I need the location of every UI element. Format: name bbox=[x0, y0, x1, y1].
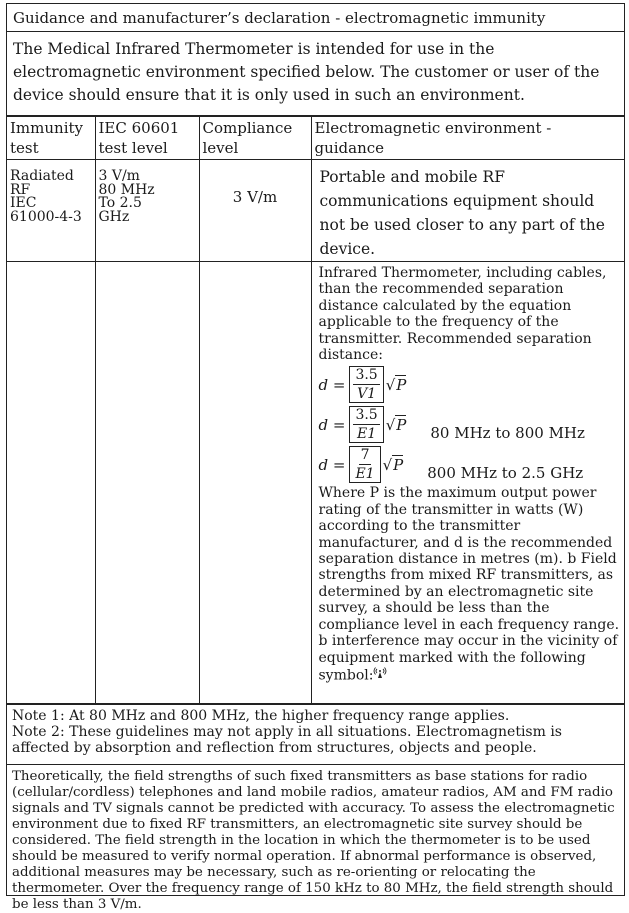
bracket bbox=[349, 406, 383, 443]
fraction-denominator: E1 bbox=[357, 426, 377, 443]
formula-2 bbox=[319, 406, 622, 443]
formula-lhs: d = bbox=[318, 455, 346, 474]
test-line: 61000-4-3 bbox=[10, 208, 82, 225]
fraction-numerator: 7 bbox=[360, 447, 370, 464]
test-line: Radiated bbox=[10, 168, 74, 184]
sqrt-term: √P bbox=[385, 415, 407, 434]
note-2: Note 2: These guidelines may not apply in all situations. Electromagnetism is affected by absorption and reflection from structures, objects and people. bbox=[12, 724, 562, 756]
level-line: GHz bbox=[98, 208, 130, 225]
sqrt-term: √P bbox=[385, 375, 407, 394]
notes-section bbox=[7, 704, 624, 764]
guidance-outro-text: Where P is the maximum output power rating of the transmitter in watts (W) according to the transmitter manufacturer, and d is the recommended separation distance in metres (m). b Field strengths from mixed RF transmitters, as determined by an electromagnetic site survey, a should be less than the compliance level in each frequency range. b interference may occur in the vicinity of equipment marked with the following symbol: bbox=[318, 485, 620, 684]
declaration-title: Guidance and manufacturer’s declaration - electromagnetic immunity bbox=[7, 4, 624, 32]
cell-compliance-level: 3 V/m bbox=[199, 160, 311, 262]
header-immunity-test: Immunity test bbox=[7, 117, 95, 160]
header-test-level: IEC 60601 test level bbox=[95, 117, 199, 160]
empty-cell bbox=[95, 262, 199, 704]
sqrt-p: P bbox=[393, 455, 404, 474]
level-line: 80 MHz bbox=[98, 181, 155, 198]
cell-separation-guidance bbox=[311, 262, 624, 704]
intro-paragraph: The Medical Infrared Thermometer is intended for use in the electromagnetic environment specified below. The customer or user of the device should ensure that it is only used in such an environment. bbox=[7, 32, 624, 116]
fraction bbox=[353, 406, 379, 443]
level-line: 3 V/m bbox=[98, 168, 140, 184]
frequency-range: 800 MHz to 2.5 GHz bbox=[427, 463, 584, 482]
level-line: To 2.5 bbox=[98, 195, 142, 211]
emc-immunity-declaration bbox=[6, 3, 625, 912]
test-line: IEC bbox=[10, 195, 37, 211]
fraction-numerator: 3.5 bbox=[355, 367, 378, 384]
fraction-denominator: V1 bbox=[357, 386, 377, 403]
guidance-intro: Infrared Thermometer, including cables, than the recommended separation distance calculated by the equation applicable to the frequency of the transmitter. Recommended separation distance: bbox=[318, 265, 607, 364]
cell-immunity-test bbox=[7, 160, 95, 262]
fraction-denominator: E1 bbox=[355, 466, 375, 483]
guidance-outro bbox=[319, 485, 622, 685]
formula-lhs: d = bbox=[318, 415, 346, 434]
cell-test-level bbox=[95, 160, 199, 262]
sqrt-term: √P bbox=[382, 455, 404, 474]
header-compliance-level: Compliance level bbox=[199, 117, 311, 160]
sqrt-p: P bbox=[396, 415, 407, 434]
radio-transmitter-icon bbox=[373, 666, 387, 685]
fraction bbox=[353, 366, 379, 403]
table-header-row bbox=[7, 117, 624, 160]
fraction-numerator: 3.5 bbox=[355, 407, 378, 424]
immunity-table bbox=[7, 116, 624, 704]
frequency-range: 80 MHz to 800 MHz bbox=[430, 423, 585, 442]
note-1: Note 1: At 80 MHz and 800 MHz, the higher frequency range applies. bbox=[12, 708, 510, 724]
cell-guidance: Portable and mobile RF communications equipment should not be used closer to any part of the device. bbox=[311, 160, 624, 262]
formula-lhs: d = bbox=[318, 375, 346, 394]
theory-paragraph: Theoretically, the field strengths of such fixed transmitters as base stations for radio (cellular/cordless) telephones and land mobile radios, amateur radios, AM and FM radio signals and TV signals cannot be predicted with accuracy. To assess the electromagnetic environment due to fixed RF transmitters, an electromagnetic site survey should be considered. The field strength in the location in which the thermometer is to be used should be measured to verify normal operation. If abnormal performance is observed, additional measures may be necessary, such as re-orienting or relocating the thermometer. Over the frequency range of 150 kHz to 80 MHz, the field strength should be less than 3 V/m. bbox=[7, 764, 624, 895]
fraction bbox=[353, 446, 376, 483]
formula-3 bbox=[319, 446, 622, 483]
table-row-separation-distance bbox=[7, 262, 624, 704]
empty-cell bbox=[199, 262, 311, 704]
sqrt-p: P bbox=[396, 375, 407, 394]
test-line: RF bbox=[10, 181, 31, 198]
empty-cell bbox=[7, 262, 95, 704]
bracket bbox=[349, 446, 380, 483]
bracket bbox=[349, 366, 383, 403]
header-guidance: Electromagnetic environment - guidance bbox=[311, 117, 624, 160]
formula-1 bbox=[319, 366, 622, 403]
table-row-radiated-rf bbox=[7, 160, 624, 262]
